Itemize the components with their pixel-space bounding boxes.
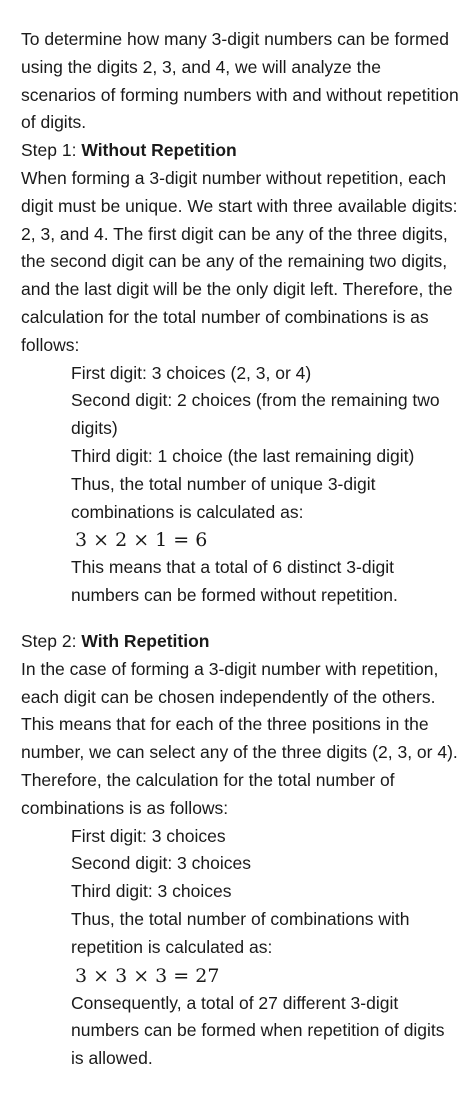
- step2-list: [21, 823, 460, 962]
- step1-conclusion: This means that a total of 6 distinct 3-digit numbers can be formed without repetition.: [71, 557, 398, 606]
- section-gap: [21, 610, 460, 628]
- step1-item-third: Third digit: 1 choice (the last remaining digit): [71, 445, 415, 466]
- step1-item-second: Second digit: 2 choices (from the remaining two digits): [71, 390, 440, 439]
- intro-paragraph: To determine how many 3-digit numbers can be formed using the digits 2, 3, and 4, we will analyze the scenarios of forming numbers with and without repetition of digits.: [21, 29, 459, 133]
- step2-title: With Repetition: [81, 630, 210, 651]
- step1-item-thus: Thus, the total number of unique 3-digit combinations is calculated as:: [71, 473, 376, 522]
- step2-conclusion: Consequently, a total of 27 different 3-digit numbers can be formed when repetition of digits is allowed.: [71, 992, 445, 1069]
- step1-item-first: First digit: 3 choices (2, 3, or 4): [71, 362, 312, 383]
- step2-item-second: Second digit: 3 choices: [71, 853, 251, 874]
- step2-conclusion-wrap: [21, 990, 460, 1073]
- step2-item-thus: Thus, the total number of combinations with repetition is calculated as:: [71, 908, 410, 957]
- step1-list: [21, 360, 460, 527]
- step1-prefix: Step 1:: [21, 140, 82, 161]
- step1-heading: [21, 137, 460, 165]
- step2-prefix: Step 2:: [21, 630, 82, 651]
- step2-item-first: First digit: 3 choices: [71, 825, 226, 846]
- step1-conclusion-wrap: [21, 554, 460, 610]
- step1-formula: 3 × 2 × 1 = 6: [75, 529, 208, 552]
- step2-heading: [21, 628, 460, 656]
- step2-item-third: Third digit: 3 choices: [71, 881, 232, 902]
- step2-paragraph: In the case of forming a 3-digit number with repetition, each digit can be chosen independently of the others. This means that for each of the three positions in the number, we can select any of the three digits (2, 3, or 4). Therefore, the calculation for the total number of combinations is as follows:: [21, 658, 458, 818]
- step1-paragraph: When forming a 3-digit number without repetition, each digit must be unique. We start with three available digits: 2, 3, and 4. The first digit can be any of the three digits, the second digit can be any of the remaining two digits, and the last digit will be the only digit left. Therefore, the calculation for the total number of combinations is as follows:: [21, 167, 458, 355]
- step1-title: Without Repetition: [81, 140, 237, 161]
- step2-formula: 3 × 3 × 3 = 27: [75, 964, 220, 987]
